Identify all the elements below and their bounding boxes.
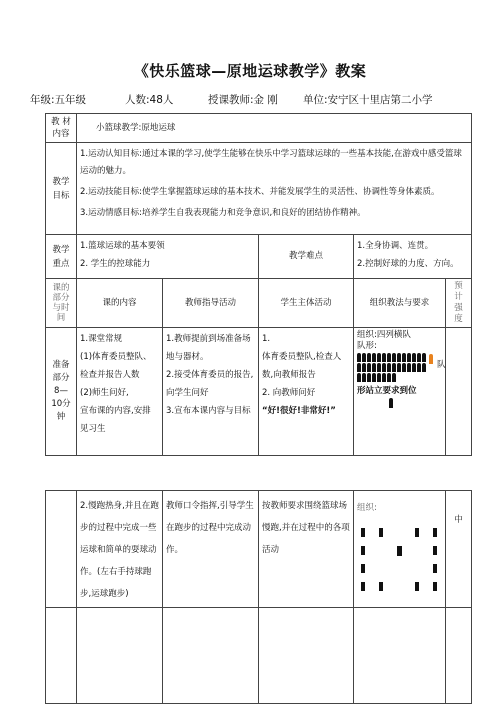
prep-student-3: 2. 向教师问好 (262, 388, 316, 398)
prep-intensity (446, 328, 472, 456)
material-label: 教 材 内容 (46, 114, 77, 143)
header-intensity: 预 计 强 度 (446, 279, 472, 328)
cont-student (259, 608, 354, 704)
main-teacher-1: 教师口令指挥,引导学生在跑步的过程中完成动作。 (166, 501, 254, 555)
school-name: 单位:安宁区十里店第二小学 (303, 94, 433, 106)
main-teacher (163, 491, 259, 608)
main-org-title: 组织: (357, 503, 377, 513)
goal-2: 2.运动技能目标:使学生掌握篮球运球的基本技术、并能发展学生的灵活性、协调性等身体素质。 (80, 187, 440, 197)
student-count: 人数:48人 (125, 94, 174, 106)
org-caption-3: 形站立要求到位 (357, 386, 417, 396)
org-caption-1: 队形: (357, 341, 377, 351)
main-content (77, 491, 163, 608)
prep-part: 准备 部分 8— 10分 钟 (46, 328, 77, 456)
teacher-figure (389, 398, 393, 408)
org-title: 组织:四列横队 (357, 330, 411, 340)
teacher-name: 授课教师:金 刚 (208, 94, 278, 106)
prep-teacher-2: 2.接受体育委员的报告,向学生问好 (166, 370, 254, 398)
goals-label: 教学 目标 (46, 143, 77, 235)
key-points (77, 235, 259, 279)
key-label: 教学 重点 (46, 235, 77, 279)
difficulties (354, 235, 472, 279)
prep-content-3: (2)师生问好, (80, 388, 129, 398)
main-intensity: 中 (446, 491, 472, 608)
prep-teacher-1: 1.教师提前到场准备场地与器材。 (166, 334, 251, 362)
key-point-2: 2. 学生的控球能力 (80, 259, 151, 269)
difficulty-2: 2.控制好球的力度、方向。 (357, 259, 459, 269)
cont-content (77, 608, 163, 704)
header-org: 组织教法与要求 (354, 279, 446, 328)
header-part: 课的 部分 与时 间 (46, 279, 77, 328)
cont-intensity (446, 608, 472, 704)
prep-student-2: 体育委员整队,检查人数,向教师报告 (262, 352, 342, 380)
prep-content-4: 宣布课的内容,安排见习生 (80, 406, 151, 434)
prep-student-4: “好!很好!非常好!” (262, 406, 336, 416)
cont-org (354, 608, 446, 704)
difficulty-1: 1.全身协调、连贯。 (357, 241, 434, 251)
main-student-1: 按教师要求围绕篮球场慢跑,并在过程中的各项活动 (262, 501, 350, 555)
lesson-plan-table (45, 113, 472, 456)
goal-1: 1.运动认知目标:通过本课的学习,使学生能够在快乐中学习篮球运球的一些基本技能,在游戏中感受篮球运动的魅力。 (80, 149, 462, 176)
prep-teacher-3: 3.宣布本课内容与目标 (166, 406, 251, 416)
org-caption-2: 队 (437, 360, 446, 370)
main-student (259, 491, 354, 608)
cont-teacher (163, 608, 259, 704)
header-content: 课的内容 (77, 279, 163, 328)
lesson-plan-table-2 (45, 490, 472, 704)
prep-content-1: 1.课堂常规 (80, 334, 123, 344)
formation-diagram (357, 352, 446, 386)
prep-org (354, 328, 446, 456)
grade: 年级:五年级 (30, 94, 87, 106)
teacher-marker (429, 354, 433, 364)
prep-content (77, 328, 163, 456)
prep-content-2: (1)体育委员整队、检查并报告人数 (80, 352, 152, 380)
cont-part (46, 608, 77, 704)
circle-formation (357, 524, 442, 594)
prep-teacher (163, 328, 259, 456)
main-part (46, 491, 77, 608)
header-teacher: 教师指导活动 (163, 279, 259, 328)
header-student: 学生主体活动 (259, 279, 354, 328)
difficulty-label: 教学难点 (259, 235, 354, 279)
goals (77, 143, 472, 235)
goal-3: 3.运动情感目标:培养学生自我表现能力和竞争意识,和良好的团结协作精神。 (80, 208, 366, 218)
material-value: 小篮球教学:原地运球 (77, 114, 472, 143)
prep-student-1: 1. (262, 334, 271, 344)
page-title: 《快乐篮球—原地运球教学》教案 (133, 62, 367, 80)
key-point-1: 1.篮球运球的基本要领 (80, 241, 165, 251)
formation-rows (357, 353, 427, 382)
prep-student (259, 328, 354, 456)
main-content-1: 2.慢跑热身,并且在跑步的过程中完成一些运球和简单的耍球动作。(左右手持球跑步,运球跑步) (80, 501, 159, 599)
main-org (354, 491, 446, 608)
